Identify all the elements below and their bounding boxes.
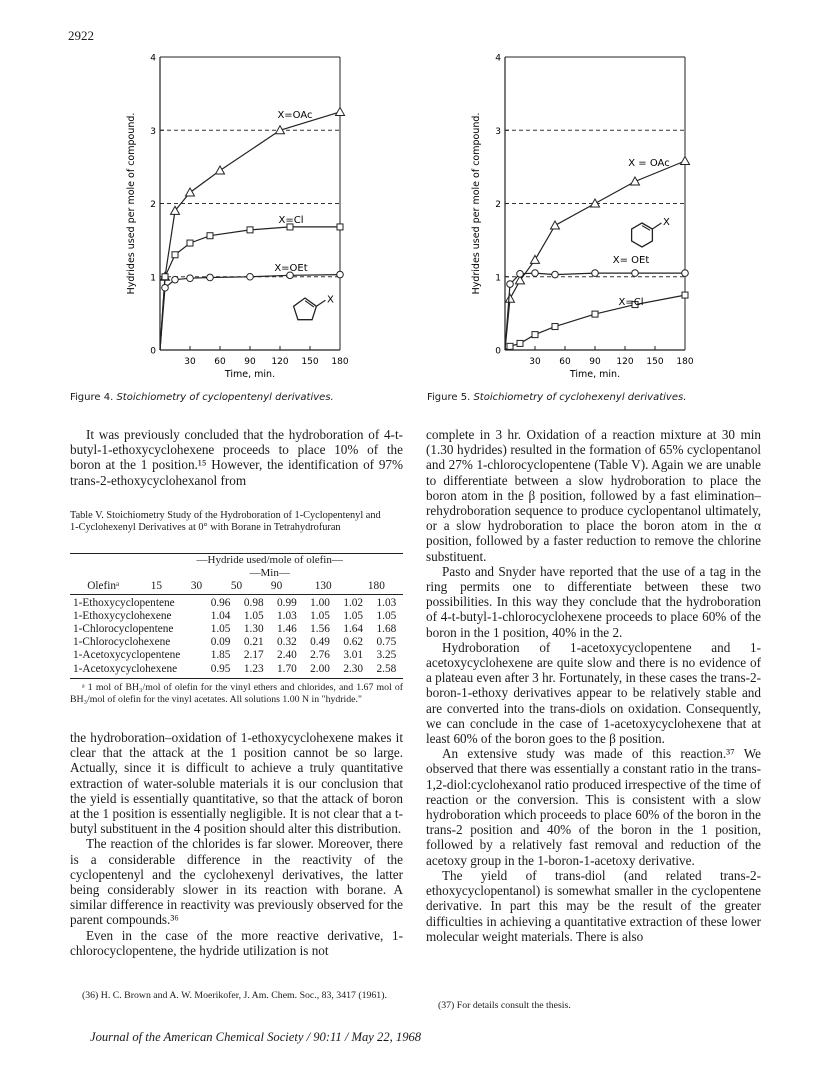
- figure-5-chart: [465, 45, 710, 390]
- y-tick-label: 4: [150, 53, 156, 64]
- figure-5-caption: [427, 392, 767, 403]
- data-point-circle: [632, 270, 639, 277]
- table-cell-value: 0.98: [243, 596, 264, 609]
- table-cell-olefin: 1-Acetoxycyclopentene: [73, 649, 181, 662]
- table-cell-value: 2.58: [376, 662, 397, 675]
- table-cell-value: 1.70: [277, 662, 297, 675]
- table-cell-olefin: 1-Ethoxycyclopentene: [73, 596, 175, 609]
- table-cell-value: 1.05: [210, 623, 231, 636]
- table-col-header-30: 30: [190, 580, 203, 593]
- data-point-circle: [552, 271, 559, 278]
- x-tick-label: 120: [616, 357, 634, 367]
- data-point-square: [207, 233, 213, 239]
- data-point-circle: [162, 284, 169, 291]
- table-row: [70, 663, 403, 676]
- x-tick-label: 60: [214, 357, 226, 367]
- data-point-square: [517, 340, 523, 346]
- data-point-square: [682, 292, 688, 298]
- table-cell-value: 0.21: [243, 636, 264, 649]
- y-axis-label: Hydrides used per mole of compound.: [126, 112, 137, 295]
- table-cell-value: 1.05: [376, 609, 397, 622]
- data-point-triangle: [186, 188, 195, 196]
- table-cell-value: 1.03: [376, 596, 397, 609]
- data-point-circle: [337, 271, 344, 278]
- series-line: [505, 161, 685, 350]
- data-point-square: [507, 343, 513, 349]
- journal-footer: Journal of the American Chemical Society / 90:11 / May 22, 1968: [90, 1030, 422, 1044]
- y-tick-label: 3: [495, 126, 501, 137]
- table-cell-value: 0.99: [277, 596, 297, 609]
- series-line: [160, 275, 340, 350]
- data-point-circle: [172, 276, 179, 283]
- data-point-circle: [187, 275, 194, 282]
- table-cell-value: 1.03: [277, 609, 297, 622]
- paragraph: It was previously concluded that the hydroboration of 4-t-butyl-1-ethoxycyclohexene proceeds to place 10% of the boron at the 1 position.¹⁵ However, the identification of 97% trans-2-ethoxycyclohexanol from: [70, 427, 403, 488]
- table-cell-value: 0.95: [210, 662, 231, 675]
- substituent-bond: [316, 300, 325, 306]
- paragraph: Pasto and Snyder have reported that the use of a tag in the ring permits one to differentiate between these two possibilities. In this way they conclude that the hydroboration of 4-t-butyl-1-chlorocyclohexene proceeds to place 60% of the boron in the 1 position, 40% in the 2.: [426, 563, 761, 640]
- table-cell-value: 3.01: [343, 649, 364, 662]
- substituent-bond: [652, 223, 661, 229]
- series-label: X=Cl: [278, 215, 304, 226]
- data-point-triangle: [681, 157, 690, 165]
- series-circle: [160, 271, 343, 350]
- series-label: X= OEt: [612, 255, 650, 266]
- table-cell-value: 0.32: [277, 636, 297, 649]
- table-cell-value: 0.49: [310, 636, 330, 649]
- data-point-circle: [592, 270, 599, 277]
- x-tick-label: 150: [301, 357, 319, 367]
- y-axis-label: Hydrides used per mole of compound.: [471, 112, 482, 295]
- data-point-triangle: [531, 255, 540, 263]
- table-col-header-130: 130: [314, 580, 332, 593]
- table-col-header-15: 15: [150, 580, 163, 593]
- left-column-bottom: [70, 730, 403, 958]
- y-tick-label: 0: [495, 346, 501, 357]
- data-point-circle: [682, 270, 689, 277]
- paragraph: complete in 3 hr. Oxidation of a reaction mixture at 30 min (1.30 hydrides) resulted in the formation of 65% cyclopentanol and 27% 1-chlorocyclopentene (Table V). Again we are unable to differentiate between a slow hydroboration to place the boron atom in the β position, followed by a fast elimination–rehydroboration sequence to produce cyclopentanol ultimately, or a slow hydroboration to place the boron atom in the α position, followed by a faster reduction to remove the chlorine substituent.: [426, 427, 761, 564]
- series-label: X=OEt: [274, 263, 308, 274]
- right-column: [426, 427, 761, 944]
- table-col-header-50: 50: [230, 580, 243, 593]
- table-row: [70, 610, 403, 623]
- table-col-header-90: 90: [270, 580, 283, 593]
- table-cell-olefin: 1-Ethoxycyclohexene: [73, 609, 172, 622]
- table-cell-value: 1.56: [310, 623, 330, 636]
- data-point-square: [187, 240, 193, 246]
- table-row: [70, 623, 403, 636]
- x-tick-label: 120: [271, 357, 289, 367]
- data-point-square: [172, 252, 178, 258]
- series-square: [505, 292, 688, 350]
- page-number: 2922: [68, 28, 94, 43]
- table-cell-value: 1.30: [243, 623, 264, 636]
- data-point-square: [162, 274, 168, 280]
- data-point-circle: [532, 270, 539, 277]
- series-label: X=Cl: [618, 297, 644, 308]
- x-axis-label: Time, min.: [224, 369, 276, 380]
- data-point-circle: [207, 274, 214, 281]
- y-tick-label: 4: [495, 53, 501, 64]
- table-cell-value: 0.62: [343, 636, 364, 649]
- table-cell-value: 2.76: [310, 649, 330, 662]
- ring-outline: [632, 223, 653, 247]
- x-tick-label: 150: [646, 357, 664, 367]
- table-v: —Hydride used/mole of olefin— —Min— Olefinᵃ 15 30 50 90 130 180 1-Ethoxycyclopentene 0.96 0.98 0.99 1.00 1.02 1.03 1-Ethoxycyclohexene 1.04 1.05 1.03 1.05 1.05 1.05 1-Chlorocyclopentene 1.05 1.30 1.46 1.56 1.64 1.68 1-Chlorocyclohexene 0.09 0.21 0.32 0.49 0.62 0.75 1-Acetoxycyclopentene 1.85 2.17 2.40 2.76 3.01 3.25 1-Acetoxycyclohexene 0.95 1.23 1.70 2.00 2.30 2.58 ᵃ 1 mol of BH₃/mol of olefin for the vinyl ethers and chlorides, and 1.67 mol of BH₃/mol of olefin for the vinyl acetates. All solutions 1.00 N in "hydride.": [70, 554, 403, 705]
- table-cell-value: 1.02: [343, 596, 364, 609]
- table-row: [70, 636, 403, 649]
- data-point-square: [532, 332, 538, 338]
- x-tick-label: 60: [559, 357, 571, 367]
- footnote-37: (37) For details consult the thesis.: [438, 1000, 571, 1011]
- series-label: X = OAc: [628, 158, 670, 169]
- data-point-square: [337, 224, 343, 230]
- ring-outline: [294, 298, 317, 320]
- series-square: [160, 224, 343, 350]
- paragraph: Even in the case of the more reactive derivative, 1-chlorocyclopentene, the hydride utilization is not: [70, 927, 403, 958]
- data-point-triangle: [336, 107, 345, 115]
- table-row: [70, 649, 403, 662]
- table-cell-value: 0.75: [376, 636, 397, 649]
- table-cell-value: 1.85: [210, 649, 231, 662]
- y-tick-label: 3: [150, 126, 156, 137]
- structure-label: X: [326, 294, 334, 306]
- table-cell-value: 2.40: [277, 649, 297, 662]
- table-cell-olefin: 1-Acetoxycyclohexene: [73, 662, 178, 675]
- data-point-triangle: [216, 166, 225, 174]
- data-point-square: [247, 227, 253, 233]
- table-col-header-olefin: Olefinᵃ: [87, 580, 120, 593]
- table-cell-value: 3.25: [376, 649, 397, 662]
- table-cell-value: 1.23: [243, 662, 264, 675]
- paragraph: The yield of trans-diol (and related trans-2-ethoxycyclopentanol) is somewhat smaller in the cyclopentene derivative. In part this may be the result of the greater difficulties in achieving a quantitative extraction of these lower molecular weight materials. There is also: [426, 867, 761, 944]
- structure-label: X: [662, 217, 670, 228]
- table-cell-value: 1.04: [210, 609, 231, 622]
- table-bottom-rule: [70, 678, 403, 679]
- data-point-circle: [517, 271, 524, 278]
- table-v-caption: Table V. Stoichiometry Study of the Hydroboration of 1-Cyclopentenyl and 1-Cyclohexenyl Derivatives at 0° with Borane in Tetrahydrofuran: [70, 510, 381, 533]
- table-cell-value: 2.17: [243, 649, 264, 662]
- x-tick-label: 180: [331, 357, 349, 367]
- data-point-circle: [247, 273, 254, 280]
- x-tick-label: 90: [589, 357, 601, 367]
- series-label: X=OAc: [277, 110, 313, 121]
- table-cell-olefin: 1-Chlorocyclohexene: [73, 636, 171, 649]
- figure-4-caption: [70, 392, 390, 403]
- table-cell-value: 1.05: [243, 609, 264, 622]
- table-cell-value: 1.00: [310, 596, 330, 609]
- y-tick-label: 1: [150, 273, 156, 284]
- table-cell-value: 0.96: [210, 596, 231, 609]
- figure-5-caption-label: Figure 5.: [427, 392, 471, 403]
- x-tick-label: 180: [676, 357, 694, 367]
- data-point-square: [592, 311, 598, 317]
- table-group-header: Hydride used/mole of olefin: [207, 554, 332, 566]
- figure-5-caption-text: Stoichiometry of cyclohexenyl derivatives.: [473, 392, 687, 403]
- x-tick-label: 30: [529, 357, 541, 367]
- figure-4-caption-label: Figure 4.: [70, 392, 114, 403]
- table-cell-value: 0.09: [210, 636, 231, 649]
- paragraph: the hydroboration–oxidation of 1-ethoxycyclohexene makes it clear that the attack at the 1 position cannot be so large. Actually, since it is difficult to achieve a truly quantitative extraction of water-soluble materials it is our conclusion that the yield is essentially quantitative, so that the attack of boron at the 1 position is essentially negligible. It is not clear that a t-butyl substituent in the 4 position should alter this distribution.: [70, 730, 403, 837]
- table-cell-value: 2.30: [343, 662, 364, 675]
- data-point-triangle: [631, 177, 640, 185]
- table-header-rule: [70, 594, 403, 595]
- data-point-triangle: [506, 294, 515, 302]
- table-cell-value: 1.68: [376, 623, 397, 636]
- x-tick-label: 90: [244, 357, 256, 367]
- y-tick-label: 1: [495, 273, 501, 284]
- data-point-triangle: [551, 221, 560, 229]
- table-cell-value: 2.00: [310, 662, 330, 675]
- left-column-top: [70, 427, 403, 488]
- figure-4-caption-text: Stoichiometry of cyclopentenyl derivatives.: [116, 392, 334, 403]
- table-row: [70, 597, 403, 610]
- paragraph: The reaction of the chlorides is far slower. Moreover, there is a considerable difference in the reactivity of the cyclopentenyl and the cyclohexenyl derivatives, the latter being considerably slower in its reaction with borane. A similar difference in reactivity was previously observed for the parent compounds.³⁶: [70, 836, 403, 928]
- table-cell-value: 1.46: [277, 623, 297, 636]
- series-line: [505, 295, 685, 350]
- table-footnote: ᵃ 1 mol of BH₃/mol of olefin for the vinyl ethers and chlorides, and 1.67 mol of BH₃/mol of olefin for the vinyl acetates. All solutions 1.00 N in "hydride.": [70, 681, 403, 705]
- ring-structure: [632, 217, 670, 247]
- ring-structure: [294, 294, 334, 319]
- table-subheader: Min: [260, 567, 279, 580]
- paragraph: An extensive study was made of this reaction.³⁷ We observed that there was essentially a constant ratio in the trans-1,2-diol:cyclohexanol ratio produced irrespective of the time of reaction or the conversion. This is consistent with a slow hydroboration which proceeds to place 60% of the boron in the trans-2 position and 40% of the boron in the 1 position, followed by a relatively fast removal and reduction of the acetoxy group in the 1-boron-1-acetoxy derivative.: [426, 746, 761, 868]
- table-cell-value: 1.64: [343, 623, 364, 636]
- data-point-circle: [507, 281, 514, 288]
- table-cell-olefin: 1-Chlorocyclopentene: [73, 623, 174, 636]
- y-tick-label: 2: [150, 200, 156, 210]
- x-tick-label: 30: [184, 357, 196, 367]
- table-col-header-180: 180: [367, 580, 385, 593]
- figure-4-chart: [120, 45, 365, 390]
- data-point-square: [552, 324, 558, 330]
- table-cell-value: 1.05: [310, 609, 330, 622]
- table-cell-value: 1.05: [343, 609, 364, 622]
- y-tick-label: 2: [495, 200, 501, 210]
- series-triangle: [505, 157, 690, 350]
- y-tick-label: 0: [150, 346, 156, 357]
- footnote-36: (36) H. C. Brown and A. W. Moerikofer, J. Am. Chem. Soc., 83, 3417 (1961).: [82, 990, 387, 1001]
- paragraph: Hydroboration of 1-acetoxycyclopentene and 1-acetoxycyclohexene are quite slow and there is no evidence of a plateau even after 3 hr. Fortunately, in these cases the trans-2-boron-1-ethoxy derivatives appear to be relatively stable and are converted into the trans-diols on oxidation. Consequently, we can conclude in the case of 1-acetoxycyclohexene that at least 60% of the boron goes to the β position.: [426, 639, 761, 747]
- x-axis-label: Time, min.: [569, 369, 621, 380]
